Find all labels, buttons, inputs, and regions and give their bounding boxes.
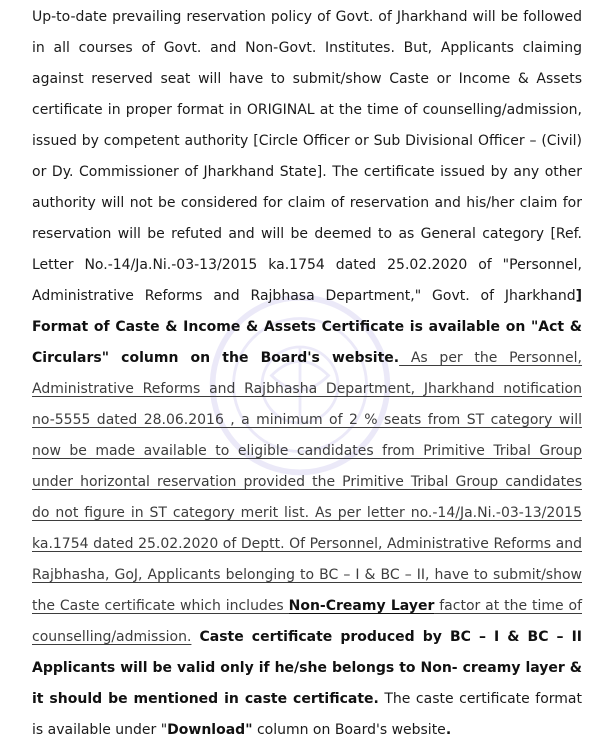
ptg-reservation-notice: As per the Personnel, Administrative Reforms and Rajbhasha Department, Jharkhand notification no-5555 dated 28.06.2016 , a minimum of 2 % seats from ST category will now be made available to eligible candidates from Primitive Tribal Group under horizontal reservation provided the Primitive Tribal Group candidates do not figure in ST category merit list. As per letter no.-14/Ja.Ni.-03-13/2015 ka.1754 dated 25.02.2020 of Deptt. Of Personnel, Administrative Reforms and Rajbhasha, GoJ, Applicants belonging to BC – I & BC – II, have to submit/show the Caste certificate which includes: [32, 350, 582, 614]
closing-period: .: [445, 722, 452, 738]
counselling-factor-text: factor at the time of counselling/admission.: [32, 598, 582, 645]
board-website-text: column on Board's website: [252, 722, 446, 738]
format-location-text: The caste certificate format is available under ": [32, 691, 582, 738]
bc-validity-note: Caste certificate produced by BC – I & BC – II Applicants will be valid only if he/she belongs to Non- creamy layer & it should be mentioned in caste certificate.: [32, 629, 582, 707]
caste-format-availability-note: ] Format of Caste & Income & Assets Certificate is available on "Act & Circulars" column on the Board's website.: [32, 288, 582, 366]
reservation-policy-paragraph: [32, 2, 582, 746]
policy-text-segment: Up-to-date prevailing reservation policy of Govt. of Jharkhand will be followed in all courses of Govt. and Non-Govt. Institutes. But, Applicants claiming against reserved seat will have to submit/show Caste or Income & Assets certificate in proper format in ORIGINAL at the time of counselling/admission, issued by competent authority [Circle Officer or Sub Divisional Officer – (Civil) or Dy. Commissioner of Jharkhand State]. The certificate issued by any other authority will not be considered for claim of reservation and his/her claim for reservation will be refuted and will be deemed to as General category [Ref. Letter No.-14/Ja.Ni.-03-13/2015 ka.1754 dated 25.02.2020 of "Personnel, Administrative Reforms and Rajbhasa Department," Govt. of Jharkhand: [32, 9, 582, 304]
non-creamy-layer-term: Non-Creamy Layer: [288, 598, 435, 614]
download-column-label: Download": [167, 722, 253, 738]
